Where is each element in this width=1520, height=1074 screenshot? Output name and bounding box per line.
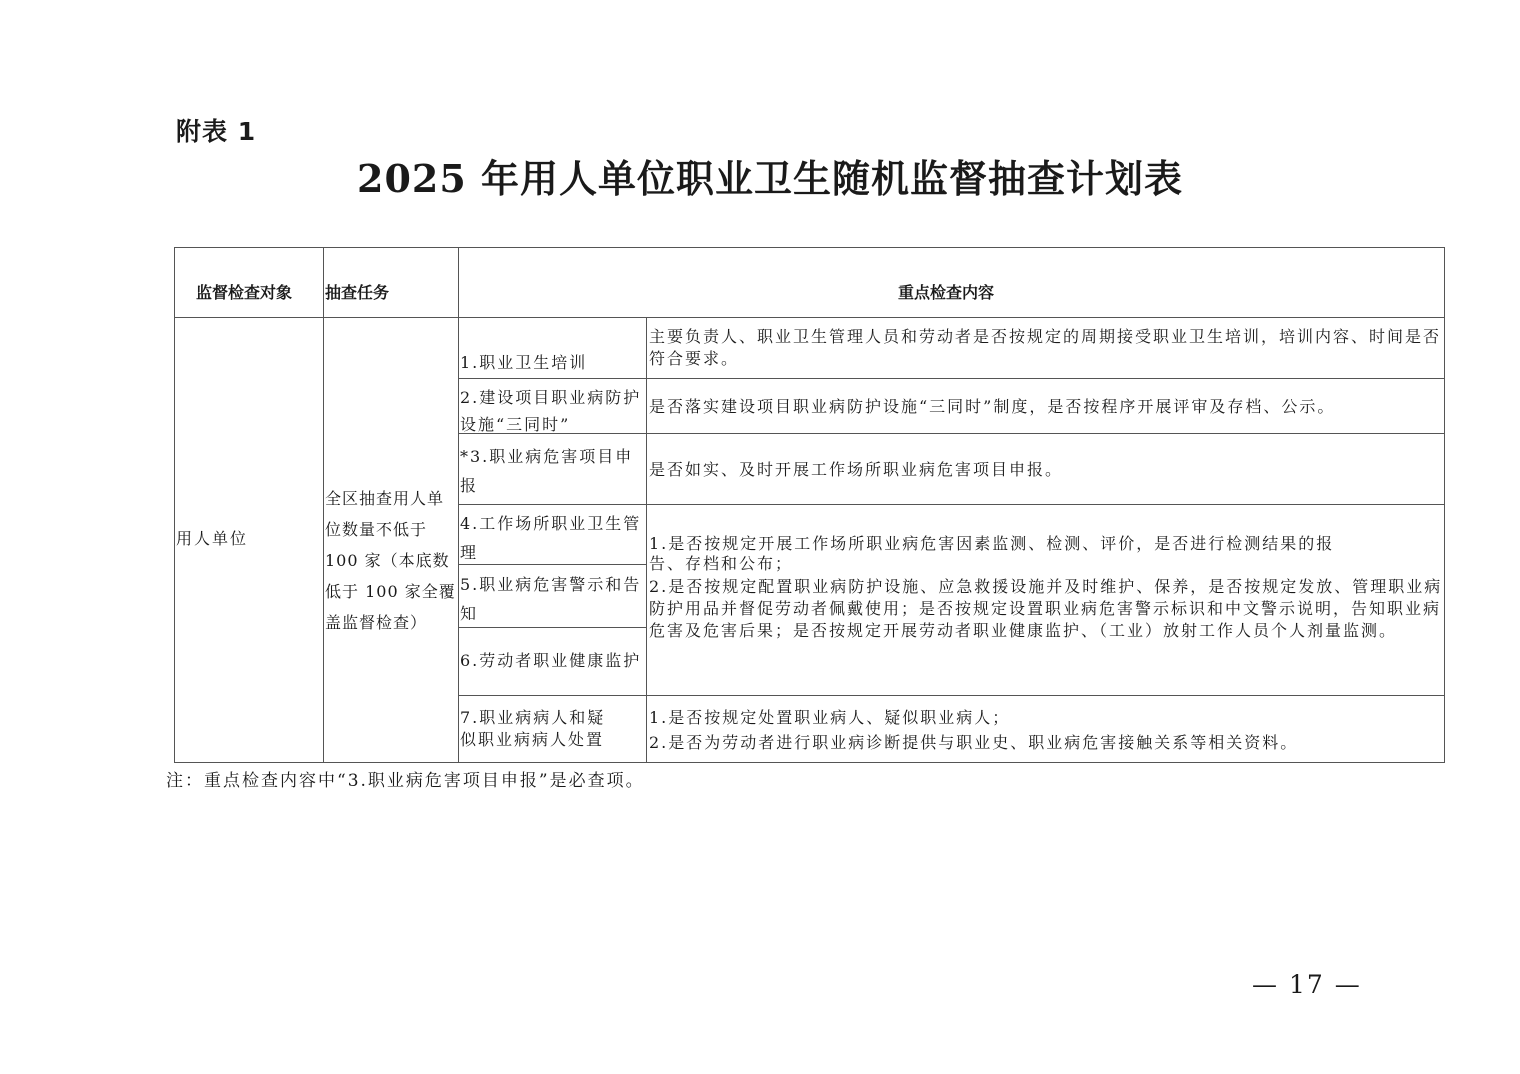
content-cell: 2.是否按规定配置职业病防护设施、应急救援设施并及时维护、保养，是否按规定发放、管理职业病防护用品并督促劳动者佩戴使用；是否按规定设置职业病危害警示标识和中文警示说明，告知职业病危害及危害后果；是否按规定开展劳动者职业健康监护、（工业）放射工作人员个人剂量监测。 bbox=[649, 577, 1443, 640]
table-note: 注：重点检查内容中“3.职业病危害项目申报”是必查项。 bbox=[166, 771, 645, 791]
object-cell: 用人单位 bbox=[176, 529, 249, 548]
item-cell: 6.劳动者职业健康监护 bbox=[460, 651, 642, 670]
page-title: 2025 年用人单位职业卫生随机监督抽查计划表 bbox=[357, 156, 1183, 201]
item-row-line bbox=[458, 378, 646, 379]
header-task: 抽查任务 bbox=[325, 283, 390, 302]
content-row-line bbox=[646, 504, 1444, 505]
item-cell: 2.建设项目职业病防护设施“三同时” bbox=[460, 388, 642, 434]
content-cell: 1.是否按规定开展工作场所职业病危害因素监测、检测、评价，是否进行检测结果的报告、存档和公布； bbox=[649, 534, 1335, 573]
annex-label: 附表 1 bbox=[176, 117, 257, 146]
content-cell: 主要负责人、职业卫生管理人员和劳动者是否按规定的周期接受职业卫生培训，培训内容、时间是否符合要求。 bbox=[649, 327, 1442, 368]
content-row-line bbox=[646, 378, 1444, 379]
content-cell: 1.是否按规定处置职业病人、疑似职业病人； bbox=[649, 708, 1011, 727]
table-border-top bbox=[174, 247, 1445, 248]
col-divider-3 bbox=[646, 317, 647, 763]
table-border-right bbox=[1444, 247, 1445, 763]
col-divider-1 bbox=[323, 247, 324, 763]
item-cell: 1.职业卫生培训 bbox=[460, 353, 588, 372]
page-number: — 17 — bbox=[1252, 970, 1362, 999]
header-object: 监督检查对象 bbox=[196, 283, 293, 302]
item-cell: 4.工作场所职业卫生管理 bbox=[460, 514, 642, 562]
item-cell: *3.职业病危害项目申报 bbox=[460, 447, 634, 495]
content-cell: 是否落实建设项目职业病防护设施“三同时”制度，是否按程序开展评审及存档、公示。 bbox=[649, 397, 1336, 416]
header-separator bbox=[174, 317, 1445, 318]
table-border-bottom bbox=[174, 762, 1445, 763]
content-row-line bbox=[646, 433, 1444, 434]
item-cell: 5.职业病危害警示和告知 bbox=[460, 575, 642, 623]
content-cell: 2.是否为劳动者进行职业病诊断提供与职业史、职业病危害接触关系等相关资料。 bbox=[649, 733, 1299, 752]
task-cell: 全区抽查用人单位数量不低于 100 家（本底数低于 100 家全覆盖监督检查） bbox=[325, 489, 456, 632]
content-row-line bbox=[646, 695, 1444, 696]
content-cell: 是否如实、及时开展工作场所职业病危害项目申报。 bbox=[649, 460, 1064, 479]
item-cell: 7.职业病病人和疑似职业病病人处置 bbox=[460, 708, 606, 749]
item-row-line bbox=[458, 504, 646, 505]
header-content: 重点检查内容 bbox=[898, 283, 995, 302]
item-row-line bbox=[458, 695, 646, 696]
table-border-left bbox=[174, 247, 175, 763]
col-divider-2 bbox=[458, 247, 459, 763]
